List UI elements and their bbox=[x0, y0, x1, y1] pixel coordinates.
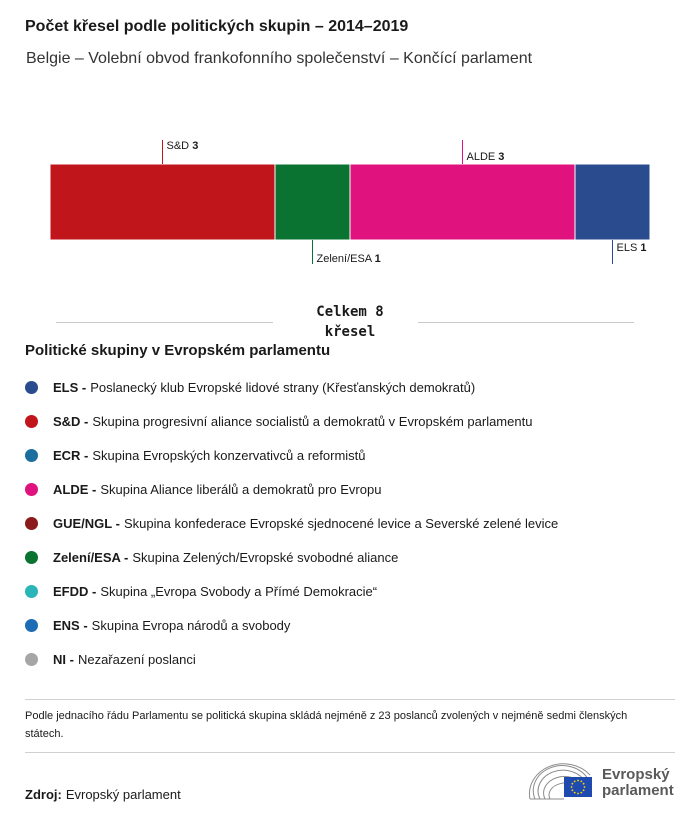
legend-color-dot bbox=[25, 517, 38, 530]
total-number: Celkem 8 bbox=[316, 304, 384, 320]
segment-label-alde: ALDE 3 bbox=[466, 151, 505, 163]
legend-name: Skupina Evropských konzervativců a reformistů bbox=[92, 447, 366, 463]
legend-item-els bbox=[25, 370, 558, 404]
legend-abbr: ECR - bbox=[53, 447, 89, 463]
source-label: Zdroj: bbox=[25, 787, 62, 802]
legend-item-efdd bbox=[25, 574, 558, 608]
legend-item-greens-efa bbox=[25, 540, 558, 574]
legend-color-dot bbox=[25, 585, 38, 598]
total-unit: křesel bbox=[324, 324, 376, 340]
legend-name: Skupina Aliance liberálů a demokratů pro Evropu bbox=[100, 481, 382, 497]
legend-name: Skupina progresivní aliance socialistů a demokratů v Evropském parlamentu bbox=[92, 413, 533, 429]
bar-segment-els bbox=[575, 164, 650, 240]
chart-title: Počet křesel podle politických skupin – 2014–2019 bbox=[25, 18, 409, 35]
bar-segment-zelen-esa bbox=[275, 164, 350, 240]
legend-item-ecr bbox=[25, 438, 558, 472]
bar-segment-s-d bbox=[50, 164, 275, 240]
legend-name: Poslanecký klub Evropské lidové strany (Křesťanských demokratů) bbox=[90, 379, 476, 395]
legend-item-gue-ngl bbox=[25, 506, 558, 540]
legend-color-dot bbox=[25, 415, 38, 428]
group-legend bbox=[25, 370, 558, 676]
legend-abbr: ALDE - bbox=[53, 481, 97, 497]
legend-abbr: NI - bbox=[53, 651, 74, 667]
total-divider-right bbox=[418, 322, 634, 323]
footnote: Podle jednacího řádu Parlamentu se politická skupina skládá nejméně z 23 poslanců zvolených v nejméně sedmi členských státech. bbox=[25, 710, 628, 740]
note-divider-top bbox=[25, 699, 675, 700]
legend-name: Skupina Evropa národů a svobody bbox=[91, 617, 291, 633]
legend-abbr: ENS - bbox=[53, 617, 88, 633]
logo-line-1: Evropský bbox=[602, 766, 670, 783]
legend-item-ni bbox=[25, 642, 558, 676]
legend-name: Nezařazení poslanci bbox=[77, 651, 196, 667]
seat-bar-chart bbox=[0, 130, 700, 280]
legend-color-dot bbox=[25, 449, 38, 462]
legend-abbr: GUE/NGL - bbox=[53, 515, 120, 531]
legend-color-dot bbox=[25, 381, 38, 394]
legend-abbr: Zelení/ESA - bbox=[53, 549, 129, 565]
segment-label-zelen-esa: Zelení/ESA 1 bbox=[316, 253, 381, 265]
legend-color-dot bbox=[25, 653, 38, 666]
total-seats-label bbox=[300, 302, 400, 342]
legend-item-sd bbox=[25, 404, 558, 438]
legend-item-alde bbox=[25, 472, 558, 506]
note-divider-bottom bbox=[25, 752, 675, 753]
logo-wordmark bbox=[602, 767, 674, 799]
legend-name: Skupina Zelených/Evropské svobodné aliance bbox=[132, 549, 399, 565]
legend-name: Skupina konfederace Evropské sjednocené levice a Severské zelené levice bbox=[123, 515, 559, 531]
legend-name: Skupina „Evropa Svobody a Přímé Demokracie“ bbox=[100, 583, 378, 599]
chart-subtitle: Belgie – Volební obvod frankofonního společenství – Končící parlament bbox=[26, 50, 533, 67]
legend-color-dot bbox=[25, 483, 38, 496]
legend-abbr: ELS - bbox=[53, 379, 87, 395]
legend-abbr: S&D - bbox=[53, 413, 89, 429]
segment-label-els: ELS 1 bbox=[616, 242, 647, 254]
segment-label-s-d: S&D 3 bbox=[166, 140, 199, 152]
total-divider-left bbox=[56, 322, 273, 323]
legend-abbr: EFDD - bbox=[53, 583, 97, 599]
legend-item-ens bbox=[25, 608, 558, 642]
logo-line-2: parlament bbox=[602, 782, 674, 799]
legend-color-dot bbox=[25, 551, 38, 564]
legend-title: Politické skupiny v Evropském parlamentu bbox=[25, 342, 331, 359]
source-line bbox=[25, 787, 181, 802]
legend-color-dot bbox=[25, 619, 38, 632]
source-value: Evropský parlament bbox=[65, 787, 181, 802]
bar-segment-alde bbox=[350, 164, 575, 240]
